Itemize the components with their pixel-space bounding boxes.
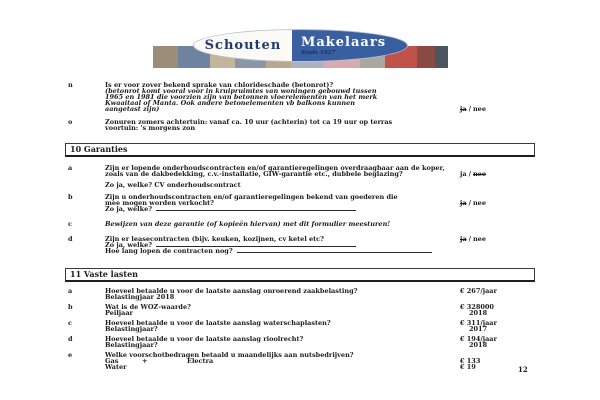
collage-photo [435, 46, 448, 68]
instruction-note: Bewijzen van deze garantie (of kopieën hiervan) met dit formulier meesturen! [105, 220, 391, 228]
question-10c [65, 221, 535, 227]
followup-label: Zo ja, welke? [105, 205, 153, 213]
answer-ja: ja [460, 105, 467, 113]
value-amount: € 194/jaar [460, 335, 497, 343]
question-letter: b [68, 193, 73, 201]
answer-ja: ja [460, 170, 467, 178]
logo-tagline: Sinds 1927 [300, 50, 336, 56]
followup-answer: CV onderhoudscontract [154, 181, 241, 189]
answer-ja: ja [460, 235, 467, 243]
question-letter: b [68, 303, 73, 311]
answer-separator: / [468, 105, 471, 113]
collage-photo [417, 46, 436, 68]
blank-answer-line [237, 248, 432, 253]
answer-separator: / [468, 170, 471, 178]
question-n [65, 82, 535, 112]
question-text: zoals van de dakbedekking, c.v.-installatie, GIW-garantie etc., dubbele beglazing? [105, 170, 403, 178]
question-letter: d [68, 335, 73, 343]
question-text: mee mogen worden verkocht? [105, 199, 214, 207]
value-block [460, 336, 535, 348]
question-text: Wat is de WOZ-waarde? [105, 303, 191, 311]
company-logo [153, 29, 448, 69]
question-letter: a [68, 164, 73, 172]
question-block [105, 320, 460, 332]
logo-text-makelaars: Makelaars [300, 35, 387, 50]
question-text: Hoeveel betaalde u voor de laatste aanslag waterschaplasten? [105, 319, 331, 327]
value-block [460, 288, 535, 300]
section-10-header [65, 143, 535, 157]
form-content [65, 82, 535, 370]
utility-electra-label: Electra [187, 357, 214, 365]
question-letter: n [68, 81, 73, 89]
answer-ja: ja [460, 199, 467, 207]
value-amount: € 328000 [460, 303, 494, 311]
question-text: Zijn er lopende onderhoudscontracten en/of garantieregelingen overdraagbaar aan de koper, [105, 164, 445, 172]
value-year: 2018 [469, 309, 488, 317]
followup-label: Zo ja, welke? [105, 181, 153, 189]
question-letter: d [68, 235, 73, 243]
section-title: 11 Vaste lasten [70, 269, 138, 279]
collage-photo [153, 46, 178, 68]
question-block [105, 352, 460, 370]
answer-nee: nee [472, 235, 486, 243]
fixed-cost-row-b [65, 304, 535, 316]
fixed-cost-row-c [65, 320, 535, 332]
question-note-line: (betonrot komt vooral voor in kruipruimtes van woningen gebouwd tussen [105, 87, 377, 95]
answer-nee: nee [472, 105, 486, 113]
logo-oval [193, 29, 408, 62]
utility-water-label: Water [105, 363, 127, 371]
value-year: 2017 [469, 325, 488, 333]
value-amount: € 311/jaar [460, 319, 497, 327]
question-letter: e [68, 351, 73, 359]
page-number: 12 [518, 365, 528, 374]
question-text: Is er voor zover bekend sprake van chlorideschade (betonrot)? [105, 81, 334, 89]
question-subtext: Belastingjaar 2018 [105, 293, 175, 301]
question-text: Hoeveel betaalde u voor de laatste aanslag rioolrecht? [105, 335, 304, 343]
value-amount: € 133 [460, 357, 481, 365]
question-o [65, 119, 535, 131]
question-letter: a [68, 287, 73, 295]
answer-nee: nee [472, 199, 486, 207]
blank-answer-line [156, 206, 356, 211]
value-block [460, 304, 535, 316]
value-amount: € 267/jaar [460, 287, 497, 295]
answer-ja-nee [460, 200, 486, 206]
answer-ja-nee [460, 236, 486, 242]
question-subtext: Peiljaar [105, 309, 133, 317]
value-block [460, 320, 535, 332]
answer-separator: / [468, 235, 471, 243]
section-title: 10 Garanties [70, 144, 128, 154]
question-letter: c [68, 319, 72, 327]
utility-gas-label: Gas [105, 357, 119, 365]
question-text: Zijn u onderhoudscontracten en/of garantieregelingen bekend van goederen die [105, 193, 398, 201]
followup-label: Zo ja, welke? [105, 241, 153, 249]
question-block [105, 288, 460, 300]
question-10d [65, 236, 535, 254]
question-note-line: Kwaaitaal of Manta. Ook andere betonelementen vb balkons kunnen [105, 99, 355, 107]
question-text: Zijn er leasecontracten (bijv. keuken, kozijnen, cv ketel etc? [105, 235, 324, 243]
question-text: Welke voorschotbedragen betaald u maandelijks aan nutsbedrijven? [105, 351, 354, 359]
question-text: voortuin: 's morgens zon [105, 124, 196, 132]
question-subtext: Belastingjaar? [105, 325, 158, 333]
question-letter: c [68, 220, 72, 228]
question-note-line: 1965 en 1981 die voorzien zijn van betonnen vloerelementen van het merk [105, 93, 378, 101]
answer-separator: / [468, 199, 471, 207]
question-text: Zonuren zomers achtertuin: vanaf ca. 10 uur (achterin) tot ca 19 uur op terras [105, 118, 393, 126]
followup-label: Hoe lang lopen de contracten nog? [105, 247, 233, 255]
logo-text-schouten: Schouten [204, 38, 282, 53]
question-10a [65, 165, 535, 188]
section-11-header [65, 268, 535, 282]
question-block [105, 304, 460, 316]
value-amount: € 19 [460, 363, 476, 371]
question-note-line: aangetast zijn) [105, 105, 160, 113]
followup-line [105, 182, 535, 188]
answer-nee: nee [472, 170, 486, 178]
answer-ja-nee [460, 106, 486, 112]
followup-line [105, 248, 535, 254]
question-text: Hoeveel betaalde u voor de laatste aanslag onroerend zaakbelasting? [105, 287, 358, 295]
fixed-cost-row-d [65, 336, 535, 348]
plus-sign: + [142, 357, 148, 365]
value-year: 2018 [469, 341, 488, 349]
answer-ja-nee [460, 171, 486, 177]
question-10b [65, 194, 535, 212]
question-block [105, 336, 460, 348]
fixed-cost-row-e [65, 352, 535, 370]
question-subtext: Belastingjaar? [105, 341, 158, 349]
question-letter: o [68, 118, 73, 126]
fixed-cost-row-a [65, 288, 535, 300]
